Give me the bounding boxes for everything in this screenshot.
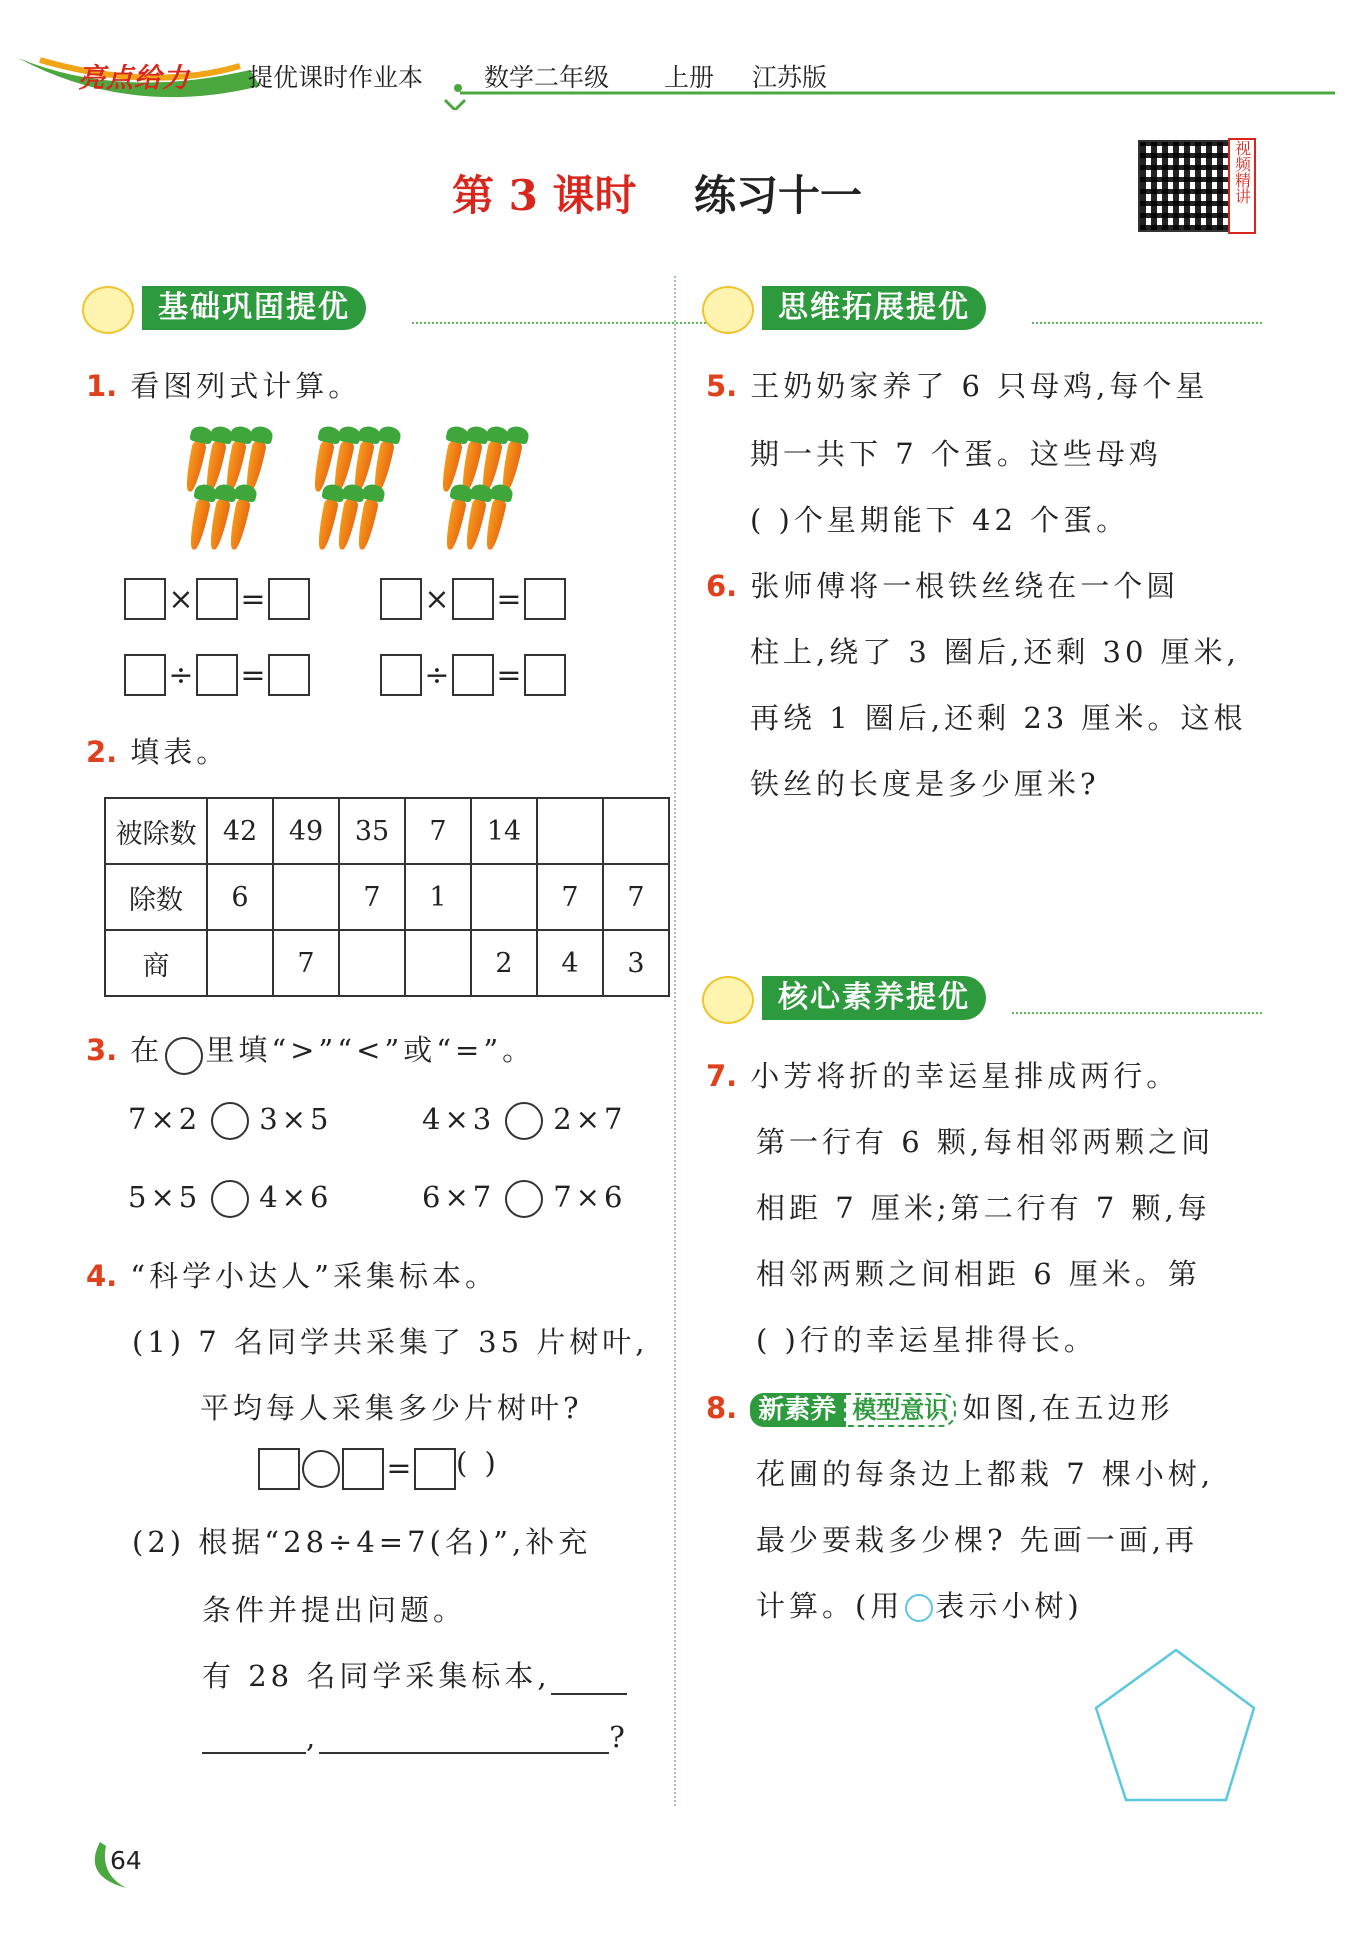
table-row [105, 930, 669, 996]
q4-part2-line1: (2) 根据“28÷4=7(名)”,补充 [132, 1525, 592, 1559]
question-text-b: 里填“>”“<”或“=”。 [205, 1033, 536, 1067]
answer-box[interactable] [124, 578, 166, 620]
table-cell[interactable]: 7 [273, 930, 339, 996]
q6-line4: 铁丝的长度是多少厘米? [750, 767, 1100, 801]
answer-box[interactable] [452, 654, 494, 696]
q8-line4 [756, 1584, 1083, 1625]
section-divider [1032, 322, 1262, 324]
compare-circle[interactable] [505, 1102, 543, 1140]
compare-right: 3×5 [259, 1102, 333, 1136]
table-cell[interactable] [471, 864, 537, 930]
q6-line2: 柱上,绕了 3 圈后,还剩 30 厘米, [750, 635, 1240, 669]
table-cell[interactable]: 7 [339, 864, 405, 930]
compare-item [128, 1102, 332, 1140]
compare-circle[interactable] [211, 1102, 249, 1140]
question-number: 4. [86, 1259, 118, 1293]
answer-box[interactable] [124, 654, 166, 696]
circle-icon [165, 1037, 203, 1075]
table-header-cell: 商 [105, 930, 207, 996]
carrot-illustration [184, 430, 544, 550]
table-cell[interactable] [603, 798, 669, 864]
trophy-icon [702, 976, 754, 1024]
table-cell[interactable]: 6 [207, 864, 273, 930]
equation-row-1: × = [124, 578, 310, 620]
answer-box[interactable] [524, 578, 566, 620]
video-label [1228, 138, 1256, 234]
pentagon-figure[interactable] [1086, 1642, 1266, 1812]
new-literacy-badge: 新素养 [750, 1393, 844, 1427]
table-cell[interactable]: 4 [537, 930, 603, 996]
compare-left: 7×2 [128, 1102, 202, 1136]
q4-condition-text: 有 28 名同学采集标本, [202, 1659, 551, 1693]
section-basic [82, 286, 642, 330]
table-header-cell: 被除数 [105, 798, 207, 864]
answer-line[interactable] [319, 1722, 609, 1754]
answer-box[interactable] [268, 578, 310, 620]
question-text: 小芳将折的幸运星排成两行。 [750, 1059, 1180, 1093]
table-cell[interactable]: 49 [273, 798, 339, 864]
answer-box[interactable] [196, 578, 238, 620]
q8-line4-b: 表示小树) [935, 1589, 1083, 1623]
tree-circle-icon [905, 1594, 933, 1622]
q4-part2-line2: 条件并提出问题。 [202, 1593, 467, 1627]
question-number: 1. [86, 369, 118, 403]
question-7 [706, 1054, 1179, 1095]
compare-right: 7×6 [553, 1180, 627, 1214]
table-cell[interactable]: 1 [405, 864, 471, 930]
q4-part1-line2: 平均每人采集多少片树叶? [200, 1391, 583, 1425]
q8-line4-a: 计算。(用 [756, 1589, 904, 1623]
carrot-group-1 [184, 430, 280, 550]
gear-leaf-icon [82, 286, 134, 334]
table-cell[interactable]: 14 [471, 798, 537, 864]
page-title: 练习十一 [694, 171, 863, 220]
compare-item [422, 1180, 626, 1218]
edition: 江苏版 [752, 63, 828, 92]
division-table [104, 797, 670, 997]
page-number: 64 [110, 1846, 142, 1875]
table-cell[interactable] [273, 864, 339, 930]
question-3 [86, 1028, 535, 1075]
table-cell[interactable] [405, 930, 471, 996]
question-text-a: 在 [130, 1033, 164, 1067]
question-number: 2. [86, 735, 118, 769]
question-text: 张师傅将一根铁丝绕在一个圆 [750, 569, 1180, 603]
question-text: 填表。 [130, 735, 230, 769]
q4-part2-line3 [202, 1654, 627, 1695]
volume: 上册 [664, 63, 715, 92]
q6-line3: 再绕 1 圈后,还剩 23 厘米。这根 [750, 701, 1247, 735]
question-5 [706, 364, 1208, 405]
compare-circle[interactable] [211, 1180, 249, 1218]
table-header-cell: 除数 [105, 864, 207, 930]
question-6 [706, 564, 1179, 605]
table-cell[interactable] [339, 930, 405, 996]
model-awareness-badge: 模型意识 [844, 1393, 956, 1427]
equation-row-4: ÷ = [380, 654, 566, 696]
table-cell[interactable] [537, 798, 603, 864]
video-label-text: 视频精讲 [1232, 140, 1252, 204]
question-2 [86, 730, 229, 771]
q7-line3: 相距 7 厘米;第二行有 7 颗,每 [756, 1191, 1211, 1225]
question-number: 6. [706, 569, 738, 603]
question-1 [86, 364, 361, 405]
q4-equation: = ( ) [258, 1446, 500, 1490]
answer-line[interactable] [551, 1663, 627, 1695]
table-row [105, 798, 669, 864]
compare-left: 5×5 [128, 1180, 202, 1214]
table-cell[interactable]: 7 [537, 864, 603, 930]
section-core [702, 976, 1262, 1020]
compare-item [422, 1102, 626, 1140]
answer-box[interactable] [342, 1448, 384, 1490]
series-name: 提优课时作业本 [248, 63, 424, 92]
compare-left: 4×3 [422, 1102, 496, 1136]
table-cell[interactable]: 3 [603, 930, 669, 996]
q7-line5: ( )行的幸运星排得长。 [756, 1323, 1097, 1357]
equation-row-2: × = [380, 578, 566, 620]
compare-right: 2×7 [553, 1102, 627, 1136]
question-4 [86, 1254, 498, 1295]
question-text: “科学小达人”采集标本。 [130, 1259, 498, 1293]
answer-line[interactable] [202, 1722, 306, 1754]
brand-logo: 亮点给力 [78, 63, 190, 94]
q8-line3: 最少要栽多少棵? 先画一画,再 [756, 1523, 1198, 1557]
section-basic-title: 基础巩固提优 [142, 286, 366, 330]
answer-box[interactable] [524, 654, 566, 696]
table-cell[interactable] [207, 930, 273, 996]
compare-circle[interactable] [505, 1180, 543, 1218]
trophy-icon [702, 286, 754, 334]
answer-box[interactable] [268, 654, 310, 696]
compare-item [128, 1180, 332, 1218]
q4-part2-line4 [202, 1720, 629, 1754]
carrot-group-3 [440, 430, 536, 550]
question-number: 7. [706, 1059, 738, 1093]
section-divider [1012, 1012, 1262, 1014]
answer-box[interactable] [414, 1448, 456, 1490]
table-cell[interactable]: 35 [339, 798, 405, 864]
qr-code-icon[interactable] [1138, 140, 1230, 232]
q7-line2: 第一行有 6 颗,每相邻两颗之间 [756, 1125, 1215, 1159]
equation-row-3: ÷ = [124, 654, 310, 696]
section-thinking-title: 思维拓展提优 [762, 286, 986, 330]
compare-left: 6×7 [422, 1180, 496, 1214]
question-number: 8. [706, 1391, 738, 1425]
comma: , [306, 1720, 320, 1754]
answer-box[interactable] [452, 578, 494, 620]
table-cell[interactable]: 7 [405, 798, 471, 864]
q4-part1-line1: (1) 7 名同学共采集了 35 片树叶, [132, 1325, 649, 1359]
q8-line2: 花圃的每条边上都栽 7 棵小树, [756, 1457, 1215, 1491]
question-text: 如图,在五边形 [962, 1391, 1174, 1425]
question-text: 看图列式计算。 [130, 369, 362, 403]
answer-box[interactable] [380, 578, 422, 620]
question-8 [706, 1386, 1174, 1427]
section-divider [412, 322, 722, 324]
table-row [105, 864, 669, 930]
section-core-title: 核心素养提优 [762, 976, 986, 1020]
operator-circle[interactable] [302, 1450, 340, 1488]
table-cell[interactable]: 42 [207, 798, 273, 864]
table-cell[interactable]: 7 [603, 864, 669, 930]
question-text: 王奶奶家养了 6 只母鸡,每个星 [750, 369, 1209, 403]
question-number: 5. [706, 369, 738, 403]
subject: 数学二年级 [484, 63, 610, 92]
answer-box[interactable] [196, 654, 238, 696]
answer-box[interactable] [258, 1448, 300, 1490]
question-number: 3. [86, 1033, 118, 1067]
lesson-number: 第 3 课时 [452, 171, 637, 220]
compare-right: 4×6 [259, 1180, 333, 1214]
q5-line2: 期一共下 7 个蛋。这些母鸡 [750, 437, 1162, 471]
question-mark: ? [609, 1720, 629, 1754]
q5-line3: ( )个星期能下 42 个蛋。 [750, 503, 1130, 537]
answer-box[interactable] [380, 654, 422, 696]
carrot-group-2 [312, 430, 408, 550]
section-thinking [702, 286, 1262, 330]
table-cell[interactable]: 2 [471, 930, 537, 996]
q7-line4: 相邻两颗之间相距 6 厘米。第 [756, 1257, 1201, 1291]
unit-paren[interactable]: ( ) [456, 1446, 500, 1480]
column-divider [674, 276, 676, 1806]
